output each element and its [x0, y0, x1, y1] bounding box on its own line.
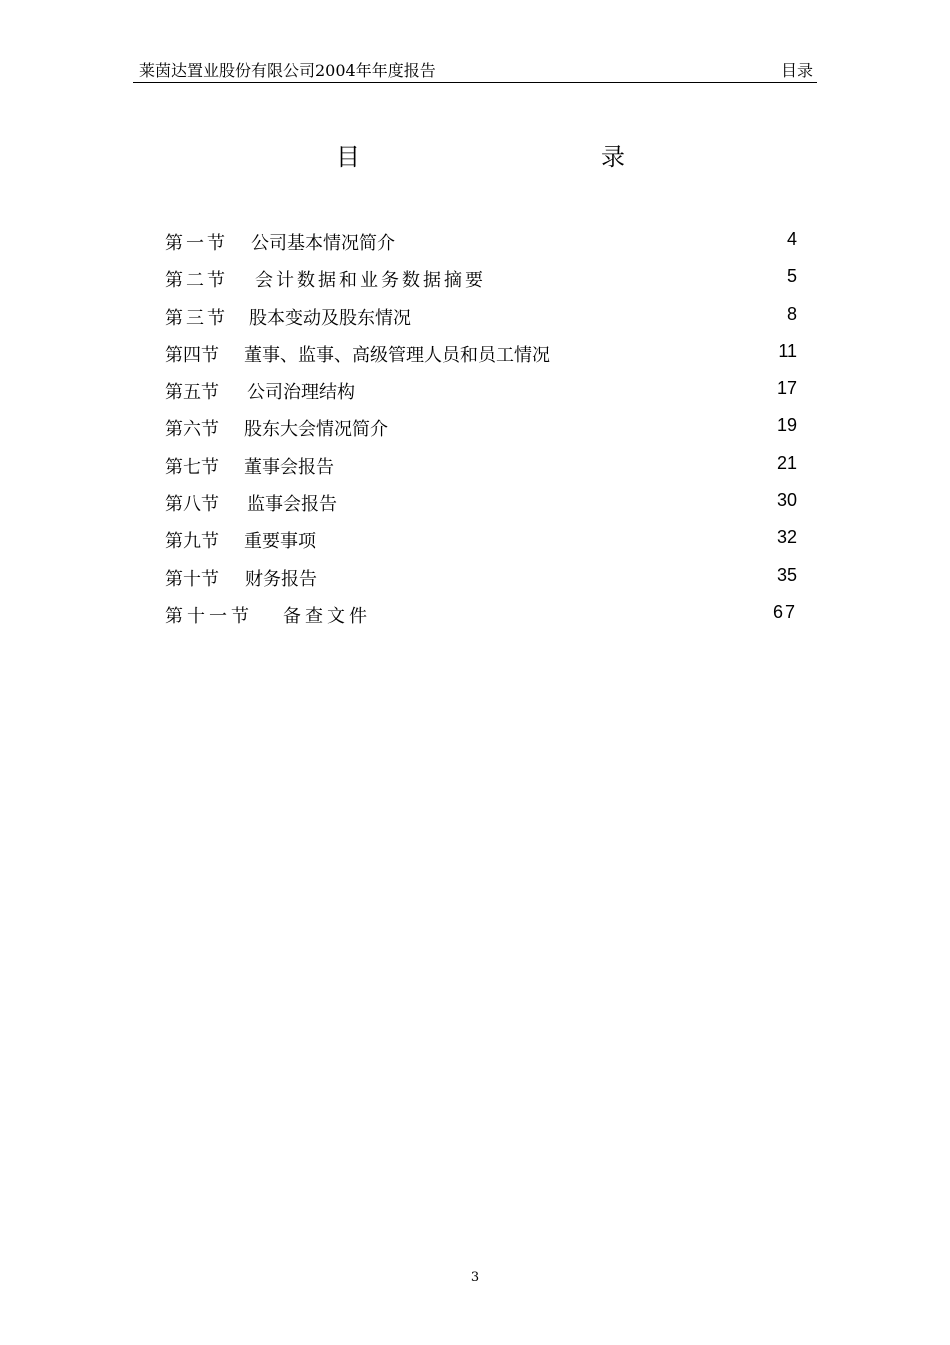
toc-entry[interactable]	[165, 229, 797, 266]
toc-entry-number: 第十一节	[165, 605, 253, 627]
toc-entry-number: 第六节	[165, 419, 219, 441]
toc-entry[interactable]	[165, 341, 797, 378]
toc-heading-char-2: 录	[601, 143, 625, 171]
toc-entry[interactable]	[165, 565, 797, 602]
toc-entry-number: 第一节	[165, 233, 228, 254]
toc-entry-page: 32	[776, 527, 797, 548]
toc-entry-number: 第九节	[165, 531, 219, 553]
toc-heading-char-1: 目	[336, 143, 360, 171]
toc-list	[165, 229, 797, 639]
toc-entry[interactable]	[165, 602, 797, 639]
toc-entry-page: 17	[776, 378, 797, 399]
toc-entry-page: 8	[786, 303, 797, 324]
toc-entry-page: 35	[776, 564, 797, 585]
toc-entry-title: 备查文件	[283, 605, 371, 627]
toc-entry-page: 5	[786, 266, 797, 287]
toc-entry-page: 19	[776, 415, 797, 436]
header-report-title: 莱茵达置业股份有限公司2004年年度报告	[139, 61, 436, 80]
toc-entry-number: 第二节	[165, 270, 228, 292]
toc-entry-title: 监事会报告	[247, 494, 337, 516]
toc-entry-number: 第十节	[165, 568, 219, 590]
page-number: 3	[470, 1270, 480, 1285]
toc-entry-page: 67	[772, 601, 797, 622]
running-header	[133, 56, 817, 83]
toc-entry-title: 公司基本情况简介	[251, 233, 395, 254]
toc-entry-title: 重要事项	[244, 531, 316, 553]
toc-entry-title: 财务报告	[245, 568, 317, 590]
toc-entry-number: 第三节	[165, 307, 228, 329]
toc-entry-number: 第四节	[165, 344, 219, 366]
toc-entry-page: 11	[778, 340, 797, 361]
toc-heading	[0, 137, 950, 171]
toc-entry-page: 21	[776, 452, 797, 473]
toc-entry-number: 第五节	[165, 382, 219, 404]
toc-entry-title: 董事、监事、高级管理人员和员工情况	[244, 344, 550, 366]
toc-entry-page: 4	[786, 229, 797, 249]
toc-entry-title: 公司治理结构	[247, 382, 355, 404]
toc-entry-title: 董事会报告	[244, 456, 334, 478]
toc-entry-number: 第八节	[165, 494, 219, 516]
toc-entry[interactable]	[165, 415, 797, 452]
toc-entry[interactable]	[165, 378, 797, 415]
toc-entry[interactable]	[165, 304, 797, 341]
toc-entry-number: 第七节	[165, 456, 219, 478]
toc-entry-title: 股本变动及股东情况	[249, 307, 411, 329]
header-section-name: 目录	[780, 61, 813, 80]
toc-entry-title: 会计数据和业务数据摘要	[255, 270, 486, 292]
toc-entry[interactable]	[165, 527, 797, 564]
toc-entry-page: 30	[776, 490, 797, 511]
toc-entry[interactable]	[165, 490, 797, 527]
toc-entry[interactable]	[165, 266, 797, 303]
toc-entry-title: 股东大会情况简介	[244, 419, 388, 441]
toc-entry[interactable]	[165, 453, 797, 490]
